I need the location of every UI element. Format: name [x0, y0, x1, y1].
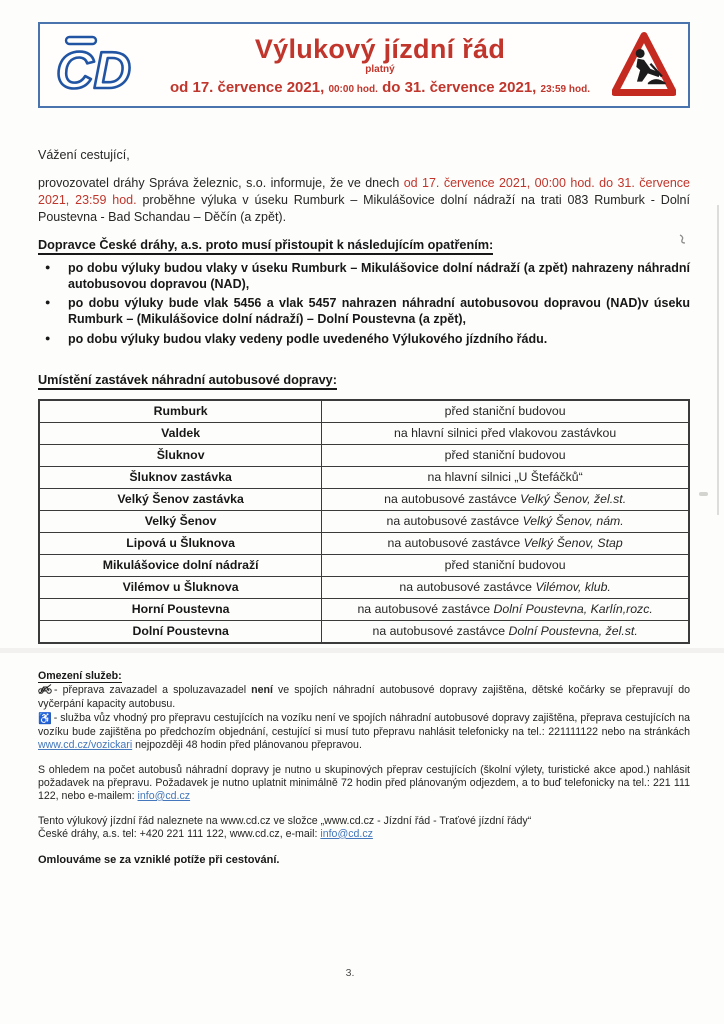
- validity-dates: [162, 80, 598, 96]
- location-cell: na autobusové zastávce Velký Šenov, žel.st.: [322, 488, 689, 510]
- header-titles: [162, 35, 598, 96]
- validity-from-time: 00:00 hod.: [328, 83, 378, 95]
- table-row: [39, 576, 689, 598]
- station-cell: Velký Šenov zastávka: [39, 488, 322, 510]
- table-row: [39, 620, 689, 643]
- intro-dates-red: od 17. července 2021, 00:00 hod. do 31. července 2021, 23:59 hod.: [38, 176, 690, 207]
- table-row: [39, 466, 689, 488]
- cd-logo: [52, 34, 162, 96]
- station-cell: Velký Šenov: [39, 510, 322, 532]
- station-cell: Vilémov u Šluknova: [39, 576, 322, 598]
- scan-artifact-band: [0, 648, 724, 653]
- list-item: ● po dobu výluky budou vlaky vedeny podle uvedeného Výlukového jízdního řádu.: [38, 331, 690, 347]
- location-cell: na autobusové zastávce Vilémov, klub.: [322, 576, 689, 598]
- apology-line: Omlouváme se za vzniklé potíže při cestování.: [38, 853, 280, 866]
- table-row: [39, 444, 689, 466]
- location-cell: před staniční budovou: [322, 400, 689, 423]
- scan-artifact-mark: [678, 232, 688, 250]
- table-row: [39, 422, 689, 444]
- restriction-wheelchair: ♿ - služba vůz vhodný pro přepravu cestujících na vozíku není ve spojích náhradní autobusové dopravy zajištěna, přeprava cestujících na vozíku bude zajištěna po předchozím objednání, cestující si musí tuto přepravu nahlásit telefonicky na tel.: 221111122 nebo na stránkách www.cd.cz/vozickari nejpozději 48 hodin před plánovanou přepravou.: [38, 711, 690, 751]
- svg-text:CD: CD: [56, 42, 132, 96]
- intro-paragraph: [38, 175, 690, 226]
- table-row: [39, 400, 689, 423]
- list-item: ● po dobu výluky budou vlaky v úseku Rumburk – Mikulášovice dolní nádraží (a zpět) nahrazeny náhradní autobusovou dopravou (NAD),: [38, 260, 690, 293]
- restriction-bikes: - přeprava zavazadel a spoluzavazadel není ve spojích náhradní autobusové dopravy zajištěna, dětské kočárky se přepravují do vyčerpání kapacity autobusu.: [38, 683, 690, 710]
- page-title: Výlukový jízdní řád: [254, 33, 506, 64]
- location-cell: na autobusové zastávce Dolní Poustevna, žel.st.: [322, 620, 689, 643]
- where-to-find-paragraph: [38, 815, 690, 841]
- stops-table: [38, 399, 690, 644]
- validity-to: do 31. července 2021,: [382, 78, 537, 96]
- location-cell: před staniční budovou: [322, 444, 689, 466]
- header-banner: [38, 22, 690, 108]
- validity-from: od 17. července 2021,: [169, 78, 325, 96]
- stops-heading: Umístění zastávek náhradní autobusové dopravy:: [38, 373, 690, 387]
- station-cell: Dolní Poustevna: [39, 620, 322, 643]
- location-cell: před staniční budovou: [322, 554, 689, 576]
- location-cell: na hlavní silnici „U Štefáčků“: [322, 466, 689, 488]
- vozickari-link[interactable]: www.cd.cz/vozickari: [38, 738, 133, 751]
- station-cell: Rumburk: [39, 400, 322, 423]
- intro-text-before: provozovatel dráhy Správa železnic, s.o. informuje, že ve dnech: [38, 176, 404, 190]
- intro-text-after: proběhne výluka v úseku Rumburk – Mikulášovice dolní nádraží na trati 083 Rumburk - Dolní Poustevna - Bad Schandau – Děčín (a zpět).: [38, 192, 690, 224]
- wheelchair-icon: ♿: [38, 712, 52, 725]
- bicycle-crossed-icon: [38, 684, 52, 698]
- station-cell: Mikulášovice dolní nádraží: [39, 554, 322, 576]
- location-cell: na autobusové zastávce Velký Šenov, nám.: [322, 510, 689, 532]
- measures-heading: Dopravce České dráhy, a.s. proto musí přistoupit k následujícím opatřením:: [38, 238, 690, 252]
- table-row: [39, 598, 689, 620]
- station-cell: Valdek: [39, 422, 322, 444]
- table-row: [39, 488, 689, 510]
- location-cell: na autobusové zastávce Dolní Poustevna, Karlín,rozc.: [322, 598, 689, 620]
- station-cell: Šluknov zastávka: [39, 466, 322, 488]
- list-item: ● po dobu výluky bude vlak 5456 a vlak 5457 nahrazen náhradní autobusovou dopravou (NAD)v úseku Rumburk – (Mikulášovice dolní nádraží) – Dolní Poustevna (a zpět),: [38, 295, 690, 328]
- measures-list: [38, 260, 690, 347]
- roadworks-triangle-icon: [612, 30, 676, 100]
- station-cell: Lipová u Šluknova: [39, 532, 322, 554]
- location-cell: na hlavní silnici před vlakovou zastávkou: [322, 422, 689, 444]
- salutation: Vážení cestující,: [38, 148, 130, 162]
- email-link[interactable]: info@cd.cz: [137, 789, 191, 802]
- restrictions-heading: Omezení služeb:: [38, 669, 122, 682]
- email-link[interactable]: info@cd.cz: [320, 827, 373, 840]
- page-number: 3.: [345, 967, 355, 979]
- cd-logo-icon: [52, 34, 150, 96]
- table-row: [39, 554, 689, 576]
- group-transport-paragraph: S ohledem na počet autobusů náhradní dopravy je nutno u skupinových přeprav cestujících (školní výlety, turistické akce apod.) nahlásit požadavek na přepravu. Požadavek je nutno uplatnit minimálně 72 hodin před plánovaným odjezdem, a to buď telefonicky na tel.: 221 111 122, nebo e-mailem: info@cd.cz: [38, 763, 690, 802]
- table-row: [39, 532, 689, 554]
- scan-artifact-smudge: [699, 492, 708, 496]
- scan-artifact-line: [717, 205, 719, 515]
- find-line1: Tento výlukový jízdní řád naleznete na www.cd.cz ve složce „www.cd.cz - Jízdní řád - Traťové jízdní řády“: [38, 814, 532, 827]
- find-line2: České dráhy, a.s. tel: +420 221 111 122, www.cd.cz, e-mail: info@cd.cz: [38, 827, 373, 840]
- table-row: [39, 510, 689, 532]
- station-cell: Horní Poustevna: [39, 598, 322, 620]
- roadworks-sign: [598, 30, 676, 100]
- validity-to-time: 23:59 hod.: [540, 83, 590, 95]
- restrictions-section: [38, 670, 690, 867]
- title-subtitle: platný: [365, 64, 395, 76]
- location-cell: na autobusové zastávce Velký Šenov, Stap: [322, 532, 689, 554]
- station-cell: Šluknov: [39, 444, 322, 466]
